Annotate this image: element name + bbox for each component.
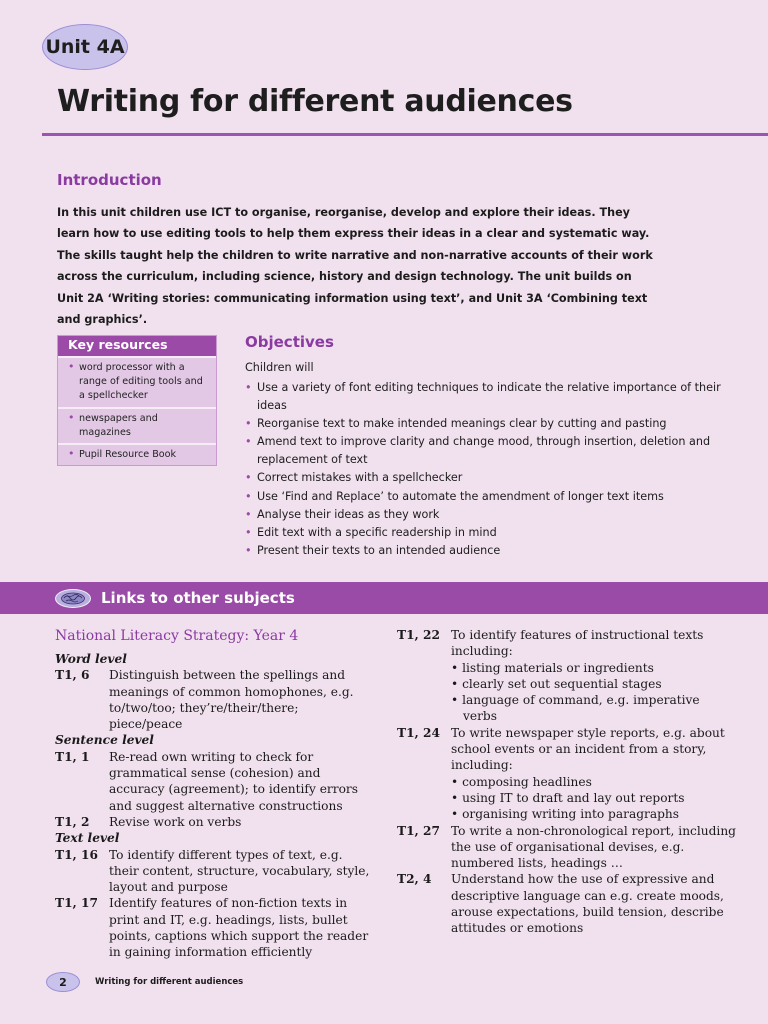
entry-code: T1, 17	[55, 896, 98, 911]
objective-item: • Reorganise text to make intended meanings clear by cutting and pasting	[245, 415, 745, 433]
objective-item: • Edit text with a specific readership in mind	[245, 524, 745, 542]
links-right-column	[397, 627, 737, 937]
entry-text: Re-read own writing to check for grammatical sense (cohesion) and accuracy (agreement); to identify errors and suggest alternative constructions	[109, 749, 358, 813]
objective-item: • Analyse their ideas as they work	[245, 506, 745, 524]
key-resource-item: • word processor with a range of editing tools and a spellchecker	[58, 356, 216, 407]
entry-bullet: • organising writing into paragraphs	[451, 807, 680, 822]
introduction-text: In this unit children use ICT to organise, reorganise, develop and explore their ideas. They learn how to use editing tools to help them express their ideas in a clear and systematic way. The skills taught help the children to write narrative and non-narrative accounts of their work across the curriculum, including science, history and design technology. The unit builds on Unit 2A ‘Writing stories: communicating information using text’, and Unit 3A ‘Combining text and graphics’.	[57, 206, 653, 327]
curriculum-entry	[397, 725, 737, 823]
entry-code: T1, 2	[55, 814, 90, 829]
entry-text: Understand how the use of expressive and descriptive language can e.g. create moods, arouse expectations, build tension, describe attitudes or emotions	[451, 872, 724, 936]
entry-text: To write newspaper style reports, e.g. about school events or an incident from a story, including:	[451, 725, 725, 773]
objective-item: • Use a variety of font editing techniques to indicate the relative importance of their ideas	[245, 379, 745, 415]
entry-code: T1, 6	[55, 668, 90, 683]
key-resource-item: • Pupil Resource Book	[58, 443, 216, 465]
curriculum-entry	[397, 871, 737, 936]
entry-code: T1, 27	[397, 823, 440, 838]
entry-code: T1, 22	[397, 628, 440, 642]
curriculum-entry	[55, 667, 375, 732]
entry-code: T1, 16	[55, 847, 98, 862]
word-level-heading: Word level	[55, 652, 127, 666]
page-number	[46, 972, 80, 992]
entry-code: T2, 4	[397, 872, 432, 887]
page-number-label: 2	[59, 975, 67, 989]
unit-badge	[42, 24, 128, 70]
entry-text: Identify features of non-fiction texts in print and IT, e.g. headings, lists, bullet points, captions which support the reader in gaining information efficiently	[109, 896, 369, 960]
entry-bullet: • listing materials or ingredients	[451, 660, 654, 675]
entry-code: T1, 24	[397, 725, 440, 740]
objectives-lead: Children will	[245, 361, 314, 374]
entry-bullet: • clearly set out sequential stages	[451, 676, 662, 691]
entry-text: Revise work on verbs	[109, 814, 242, 829]
entry-bullet: • composing headlines	[451, 774, 592, 789]
text-level-heading: Text level	[55, 831, 120, 846]
introduction-heading: Introduction	[57, 171, 162, 189]
footer-title: Writing for different audiences	[95, 977, 244, 987]
objective-item: • Amend text to improve clarity and change mood, through insertion, deletion and replacement of text	[245, 433, 745, 469]
links-heading: Links to other subjects	[101, 589, 295, 607]
key-resources-heading: Key resources	[58, 336, 216, 356]
title-divider	[42, 133, 768, 136]
objective-item: • Use ‘Find and Replace’ to automate the amendment of longer text items	[245, 488, 745, 506]
brain-icon	[55, 589, 91, 608]
curriculum-entry	[55, 895, 375, 960]
entry-bullet: • using IT to draft and lay out reports	[451, 790, 685, 805]
key-resource-item: • newspapers and magazines	[58, 407, 216, 443]
entry-bullet: • language of command, e.g. imperative verbs	[451, 693, 700, 724]
key-resources-box	[57, 335, 217, 466]
unit-label: Unit 4A	[45, 36, 125, 58]
objectives-list	[245, 379, 745, 560]
entry-code: T1, 1	[55, 749, 90, 764]
objective-item: • Present their texts to an intended audience	[245, 542, 745, 560]
curriculum-entry	[55, 847, 375, 896]
key-resources-list	[58, 356, 216, 465]
curriculum-entry	[397, 823, 737, 872]
links-left-column	[55, 627, 375, 961]
entry-text: To write a non-chronological report, including the use of organisational devises, e.g. numbered lists, headings …	[451, 823, 736, 871]
objective-item: • Correct mistakes with a spellchecker	[245, 469, 745, 487]
page-title: Writing for different audiences	[57, 84, 573, 119]
entry-text: To identify features of instructional texts including:	[451, 628, 704, 659]
curriculum-entry	[55, 814, 375, 830]
sentence-level-heading: Sentence level	[55, 733, 154, 748]
curriculum-entry	[55, 749, 375, 814]
entry-text: Distinguish between the spellings and meanings of common homophones, e.g. to/two/too; they’re/their/there; piece/peace	[109, 668, 354, 732]
entry-text: To identify different types of text, e.g. their content, structure, vocabulary, style, layout and purpose	[109, 847, 370, 895]
objectives-heading: Objectives	[245, 333, 334, 351]
nls-heading: National Literacy Strategy: Year 4	[55, 628, 299, 644]
curriculum-entry	[397, 627, 737, 725]
